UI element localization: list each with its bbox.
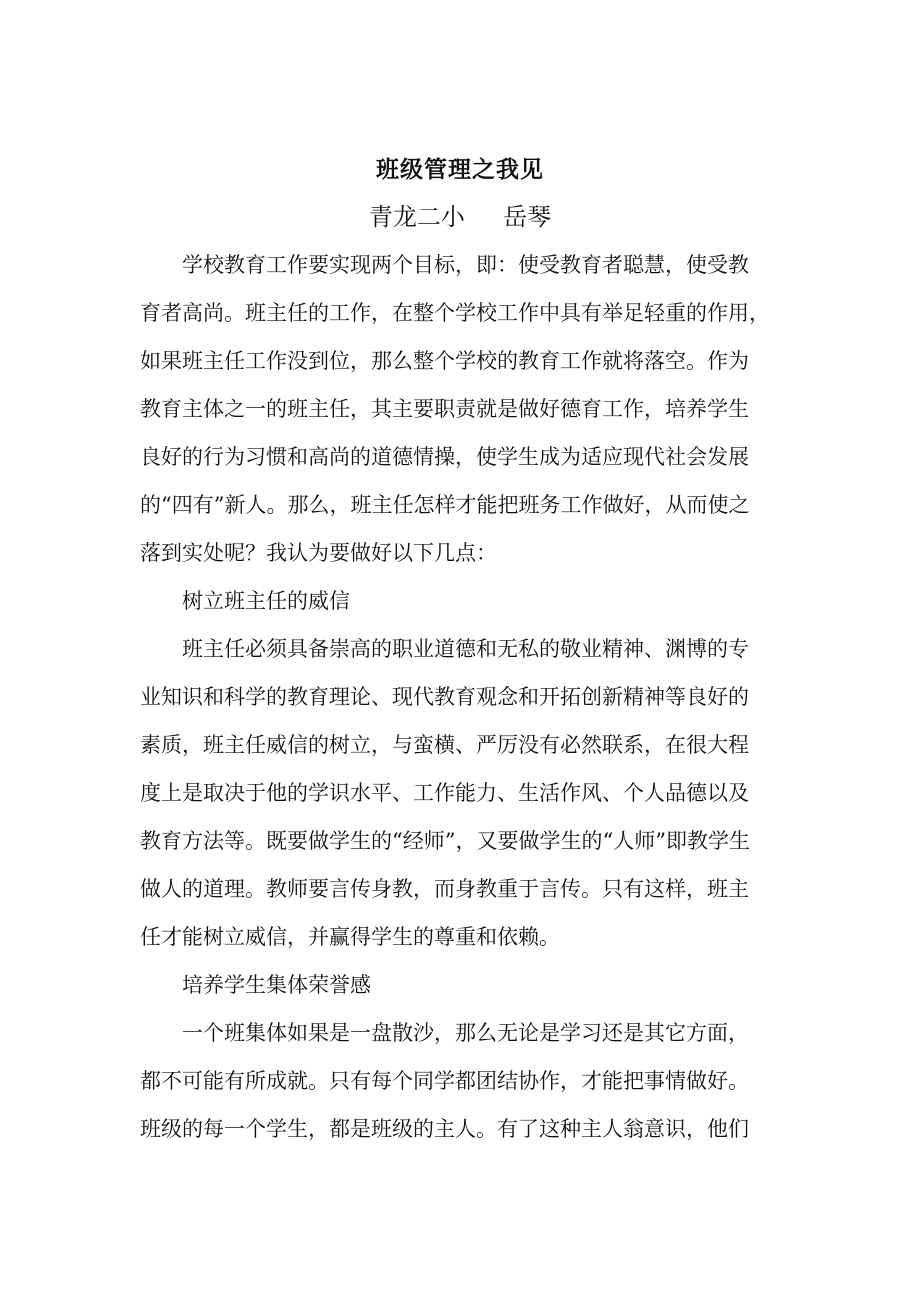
text-line: 培养学生集体荣誉感 [182, 973, 371, 997]
text-line: 素质，班主任威信的树立，与蛮横、严厉没有必然联系，在很大程 [140, 733, 749, 757]
text-line: 做人的道理。教师要言传身教，而身教重于言传。只有这样，班主 [140, 877, 749, 901]
text-line: 度上是取决于他的学识水平、工作能力、生活作风、个人品德以及 [140, 781, 749, 805]
body-text [140, 241, 778, 1153]
text-line: 良好的行为习惯和高尚的道德情操，使学生成为适应现代社会发展 [140, 445, 749, 469]
text-line: 的“四有”新人。那么，班主任怎样才能把班务工作做好，从而使之 [140, 493, 750, 517]
text-line: 任才能树立威信，并赢得学生的尊重和依赖。 [140, 925, 560, 949]
text-line: 树立班主任的威信 [182, 589, 350, 613]
text-line: 班主任必须具备崇高的职业道德和无私的敬业精神、渊博的专 [182, 637, 749, 661]
document-title: 班级管理之我见 [376, 156, 544, 183]
text-line: 育者高尚。班主任的工作，在整个学校工作中具有举足轻重的作用， [140, 301, 770, 325]
text-line: 如果班主任工作没到位，那么整个学校的教育工作就将落空。作为 [140, 349, 749, 373]
text-line: 业知识和科学的教育理论、现代教育观念和开拓创新精神等良好的 [140, 685, 749, 709]
text-line: 教育方法等。既要做学生的“经师”，又要做学生的“人师”即教学生 [140, 829, 750, 853]
text-line: 一个班集体如果是一盘散沙，那么无论是学习还是其它方面， [182, 1021, 749, 1045]
text-line: 落到实处呢？我认为要做好以下几点： [140, 541, 497, 565]
text-line: 班级的每一个学生，都是班级的主人。有了这种主人翁意识，他们 [140, 1117, 749, 1141]
text-line: 都不可能有所成就。只有每个同学都团结协作，才能把事情做好。 [140, 1069, 749, 1093]
author-line: 青龙二小 岳琴 [368, 203, 552, 231]
text-line: 学校教育工作要实现两个目标，即：使受教育者聪慧，使受教 [182, 253, 749, 277]
text-line: 教育主体之一的班主任，其主要职责就是做好德育工作，培养学生 [140, 397, 749, 421]
